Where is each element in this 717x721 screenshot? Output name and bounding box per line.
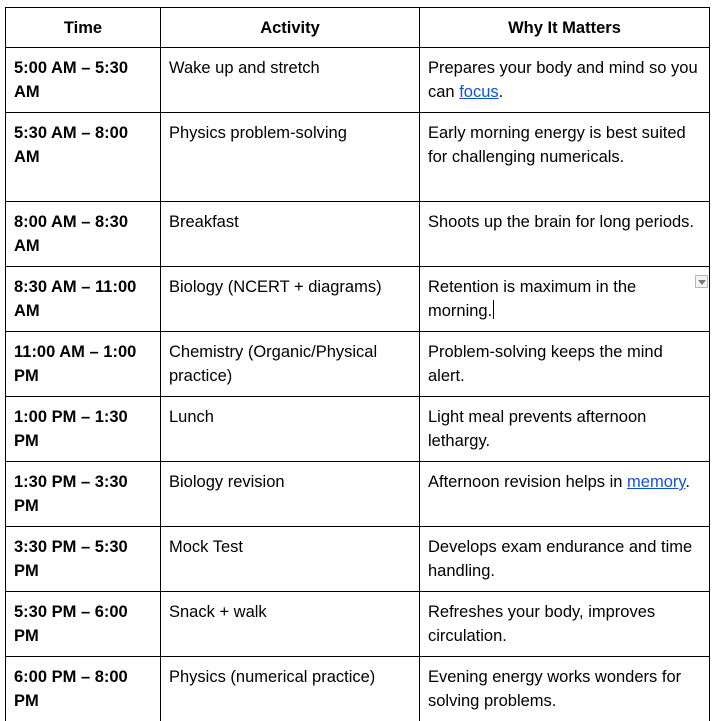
- table-row: [6, 267, 710, 332]
- why-cell[interactable]: Problem-solving keeps the mind alert.: [420, 332, 710, 397]
- activity-cell[interactable]: Biology revision: [161, 462, 420, 527]
- table-row: [6, 113, 710, 202]
- why-cell-active[interactable]: [420, 267, 710, 332]
- why-text-end: .: [685, 473, 690, 491]
- table-row: [6, 657, 710, 721]
- time-cell[interactable]: 1:30 PM – 3:30 PM: [6, 462, 161, 527]
- why-text: Retention is maximum in the morning.: [428, 278, 636, 320]
- table-row: [6, 48, 710, 113]
- memory-link[interactable]: memory: [627, 473, 685, 491]
- activity-cell[interactable]: Physics problem-solving: [161, 113, 420, 202]
- activity-cell[interactable]: Mock Test: [161, 527, 420, 592]
- activity-cell[interactable]: Snack + walk: [161, 592, 420, 657]
- text-caret: [493, 300, 494, 319]
- why-cell[interactable]: Shoots up the brain for long periods.: [420, 202, 710, 267]
- dropdown-arrow-icon[interactable]: [695, 275, 708, 288]
- table-row: [6, 332, 710, 397]
- why-cell[interactable]: Refreshes your body, improves circulation.: [420, 592, 710, 657]
- why-cell[interactable]: Early morning energy is best suited for challenging numericals.: [420, 113, 710, 202]
- time-cell[interactable]: 8:30 AM – 11:00 AM: [6, 267, 161, 332]
- header-time[interactable]: Time: [6, 8, 161, 48]
- why-cell[interactable]: [420, 48, 710, 113]
- focus-link[interactable]: focus: [459, 83, 498, 101]
- why-cell[interactable]: Develops exam endurance and time handling.: [420, 527, 710, 592]
- time-cell[interactable]: 3:30 PM – 5:30 PM: [6, 527, 161, 592]
- activity-cell[interactable]: Physics (numerical practice): [161, 657, 420, 721]
- schedule-table: [5, 7, 710, 721]
- why-cell[interactable]: Evening energy works wonders for solving problems.: [420, 657, 710, 721]
- time-cell[interactable]: 1:00 PM – 1:30 PM: [6, 397, 161, 462]
- table-row: [6, 527, 710, 592]
- time-cell[interactable]: 5:30 PM – 6:00 PM: [6, 592, 161, 657]
- time-cell[interactable]: 8:00 AM – 8:30 AM: [6, 202, 161, 267]
- table-row: [6, 592, 710, 657]
- header-why[interactable]: Why It Matters: [420, 8, 710, 48]
- why-text: Prepares your body and mind so you can: [428, 59, 698, 101]
- time-cell[interactable]: 5:00 AM – 5:30 AM: [6, 48, 161, 113]
- table-row: [6, 462, 710, 527]
- schedule-sheet: [5, 7, 710, 721]
- activity-cell[interactable]: Chemistry (Organic/Physical practice): [161, 332, 420, 397]
- time-cell[interactable]: 11:00 AM – 1:00 PM: [6, 332, 161, 397]
- activity-cell[interactable]: Biology (NCERT + diagrams): [161, 267, 420, 332]
- activity-cell[interactable]: Lunch: [161, 397, 420, 462]
- time-cell[interactable]: 5:30 AM – 8:00 AM: [6, 113, 161, 202]
- header-activity[interactable]: Activity: [161, 8, 420, 48]
- why-cell[interactable]: [420, 462, 710, 527]
- why-text-end: .: [499, 83, 504, 101]
- time-cell[interactable]: 6:00 PM – 8:00 PM: [6, 657, 161, 721]
- why-cell[interactable]: Light meal prevents afternoon lethargy.: [420, 397, 710, 462]
- header-row: [6, 8, 710, 48]
- why-text: Afternoon revision helps in: [428, 473, 627, 491]
- table-row: [6, 202, 710, 267]
- active-cell-wrap: [428, 275, 701, 323]
- activity-cell[interactable]: Wake up and stretch: [161, 48, 420, 113]
- activity-cell[interactable]: Breakfast: [161, 202, 420, 267]
- table-row: [6, 397, 710, 462]
